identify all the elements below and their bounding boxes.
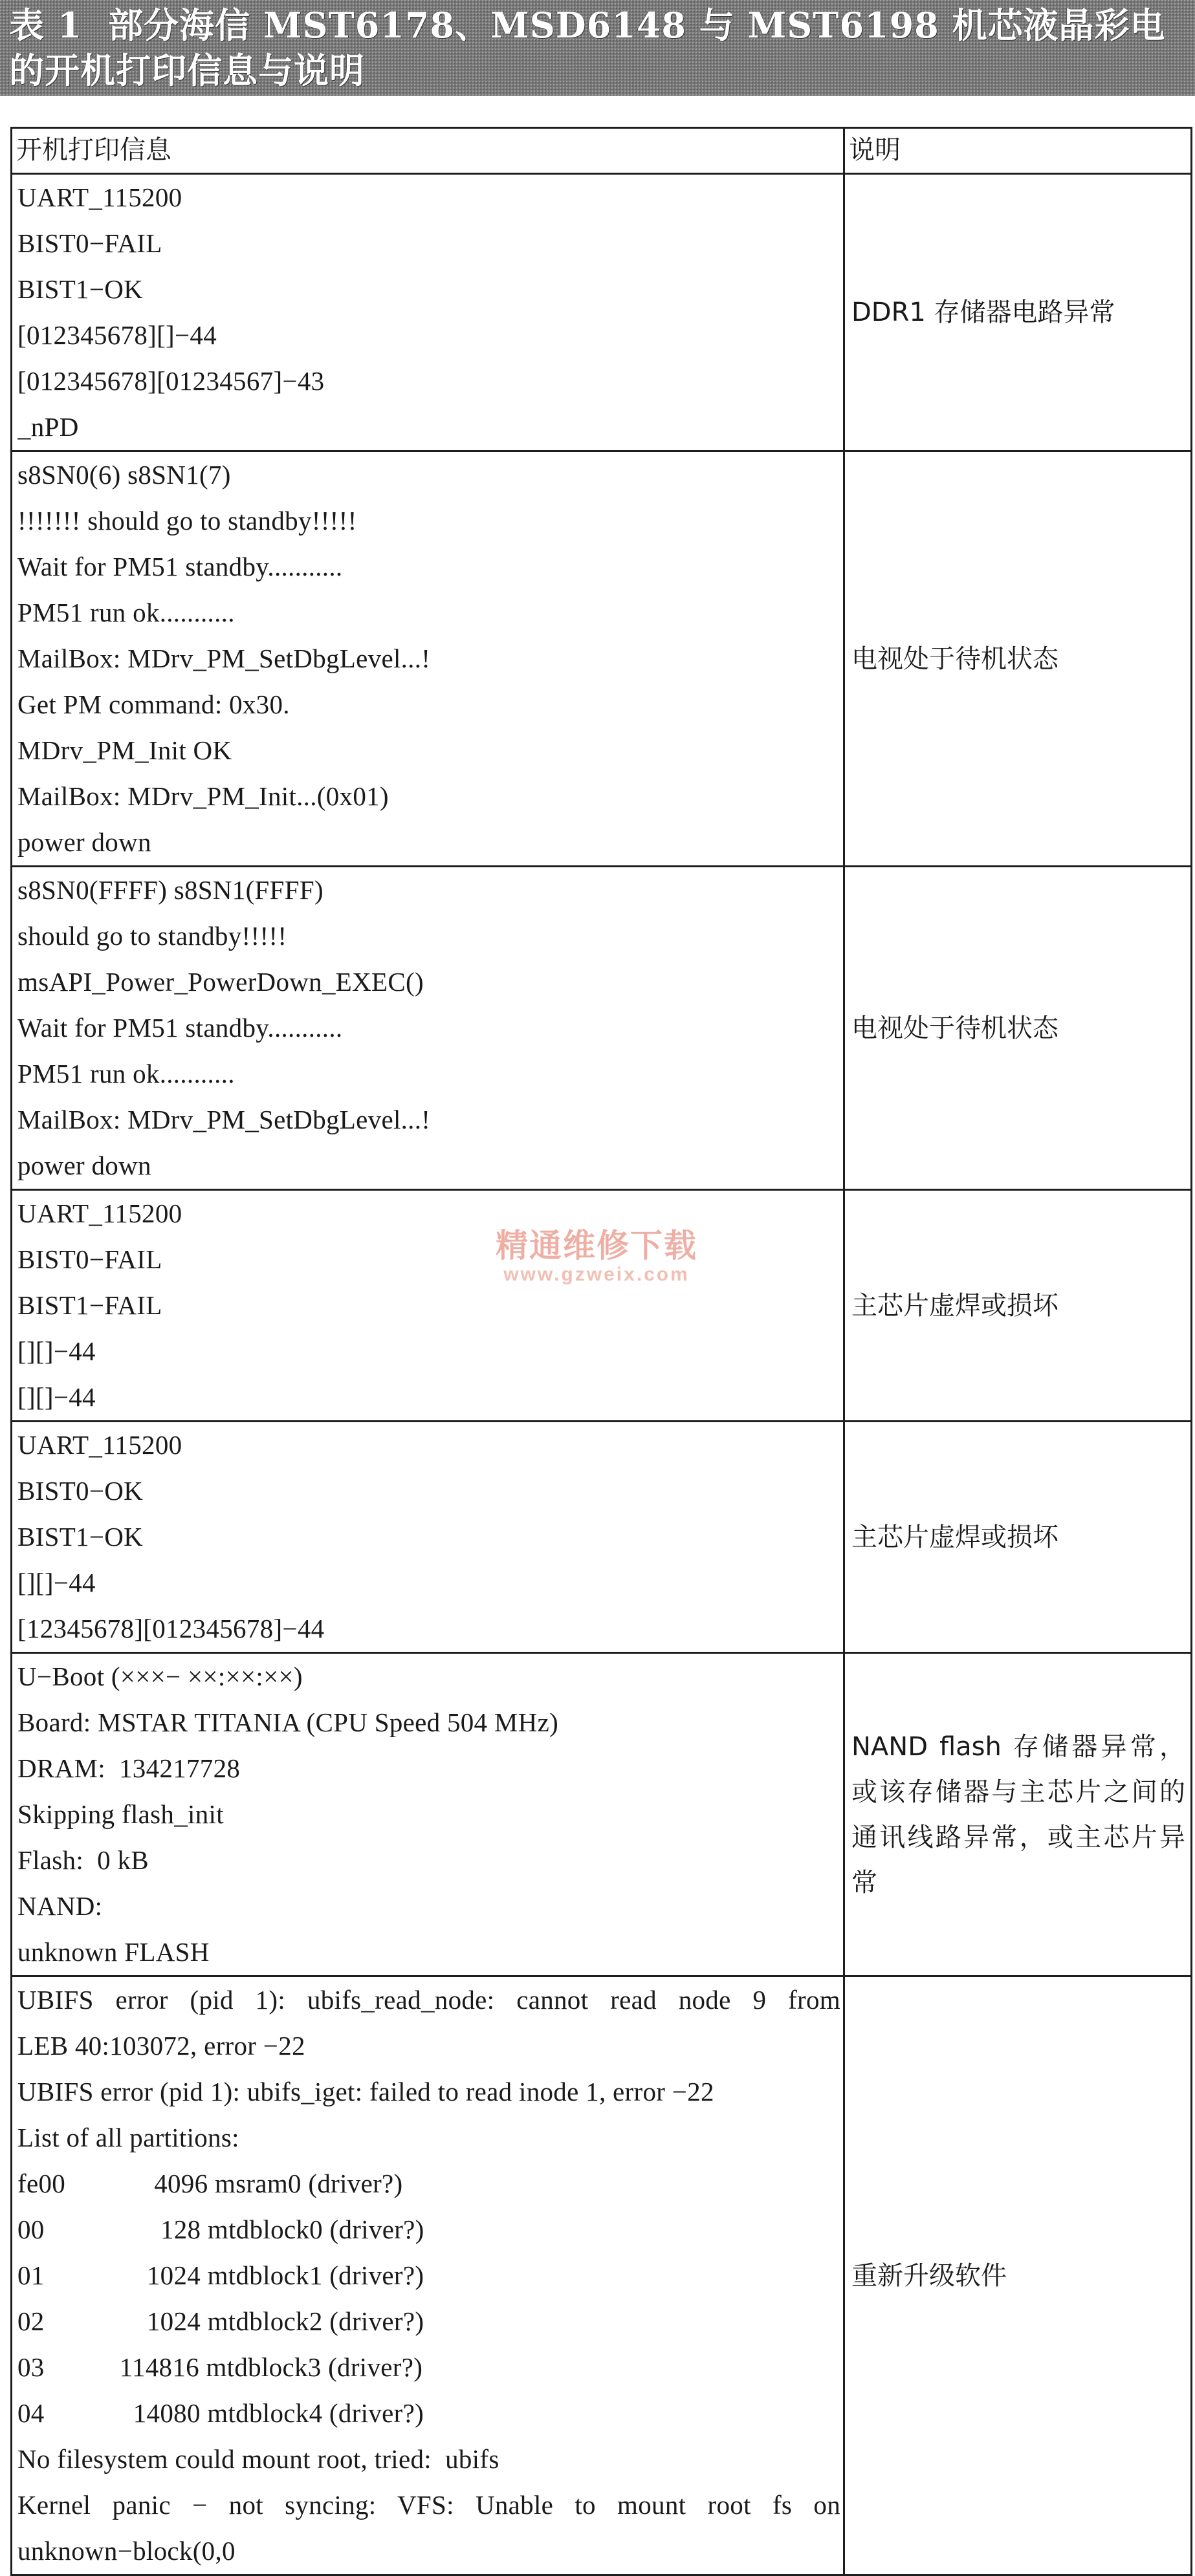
log-line: NAND: [17, 1891, 103, 1921]
boot-log-cell [12, 1976, 844, 2575]
log-line: 01 1024 mtdblock1 (driver?) [17, 2260, 424, 2290]
log-line: [][]−44 [17, 1382, 96, 1412]
log-line: LEB 40:103072, error −22 [17, 2031, 305, 2061]
log-line: UBIFS error (pid 1): ubifs_read_node: cannot read node 9 from [17, 1985, 840, 2015]
table-row [12, 1422, 1192, 1653]
log-line: BIST0−FAIL [17, 1244, 162, 1274]
description-cell: 主芯片虚焊或损坏 [844, 1422, 1192, 1653]
log-line: power down [17, 827, 151, 857]
log-line: s8SN0(6) s8SN1(7) [17, 460, 231, 490]
log-line: unknown−block(0,0 [17, 2536, 236, 2566]
log-line: BIST0−OK [17, 1476, 144, 1506]
log-line: Wait for PM51 standby........... [17, 552, 343, 581]
log-line: PM51 run ok........... [17, 598, 235, 627]
table-title: 表 1 部分海信 MST6178、MSD6148 与 MST6198 机芯液晶彩电的开机打印信息与说明 [9, 5, 1166, 91]
log-line: msAPI_Power_PowerDown_EXEC() [17, 967, 424, 997]
description-cell: NAND flash 存储器异常，或该存储器与主芯片之间的通讯线路异常，或主芯片异常 [844, 1653, 1192, 1976]
log-line: should go to standby!!!!! [17, 921, 287, 951]
description-cell: 主芯片虚焊或损坏 [844, 1190, 1192, 1422]
log-line: power down [17, 1151, 151, 1180]
log-line: [012345678][]−44 [17, 320, 217, 350]
boot-log-cell [12, 174, 844, 451]
log-line: [12345678][012345678]−44 [17, 1614, 325, 1643]
description-cell: DDR1 存储器电路异常 [844, 174, 1192, 451]
log-line: Skipping flash_init [17, 1799, 224, 1829]
table-header-row [12, 128, 1192, 174]
log-line: 02 1024 mtdblock2 (driver?) [17, 2306, 424, 2336]
log-line: UBIFS error (pid 1): ubifs_iget: failed to read inode 1, error −22 [17, 2077, 714, 2106]
boot-log-cell [12, 451, 844, 867]
table-row [12, 174, 1192, 451]
description-cell: 重新升级软件 [844, 1976, 1192, 2575]
log-line: 03 114816 mtdblock3 (driver?) [17, 2352, 423, 2382]
header-boot-info: 开机打印信息 [12, 128, 844, 174]
log-line: BIST1−OK [17, 274, 144, 304]
log-line: MailBox: MDrv_PM_SetDbgLevel...! [17, 644, 431, 673]
table-title-banner [0, 0, 1195, 96]
table-row [12, 1653, 1192, 1976]
log-line: U−Boot (×××− ××:××:××) [17, 1661, 303, 1691]
log-line: 00 128 mtdblock0 (driver?) [17, 2214, 424, 2244]
boot-log-cell [12, 1190, 844, 1422]
log-line: List of all partitions: [17, 2123, 239, 2152]
log-line: UART_115200 [17, 1198, 182, 1228]
table-row [12, 1976, 1192, 2575]
log-line: Flash: 0 kB [17, 1845, 149, 1875]
header-description: 说明 [844, 128, 1192, 174]
log-line: MailBox: MDrv_PM_SetDbgLevel...! [17, 1105, 431, 1134]
log-line: [][]−44 [17, 1336, 96, 1366]
log-line: UART_115200 [17, 1430, 182, 1460]
log-line: UART_115200 [17, 182, 182, 212]
log-line: DRAM: 134217728 [17, 1753, 241, 1783]
log-line: [012345678][01234567]−43 [17, 366, 325, 396]
log-line: PM51 run ok........... [17, 1059, 235, 1088]
log-line: Get PM command: 0x30. [17, 689, 290, 719]
log-line: MDrv_PM_Init OK [17, 735, 232, 765]
table-row [12, 451, 1192, 867]
log-line: BIST1−FAIL [17, 1290, 162, 1320]
log-line: fe00 4096 msram0 (driver?) [17, 2169, 403, 2198]
log-line: 04 14080 mtdblock4 (driver?) [17, 2398, 424, 2428]
log-line: s8SN0(FFFF) s8SN1(FFFF) [17, 875, 323, 905]
boot-log-table-container [10, 127, 1190, 2576]
boot-log-cell [12, 867, 844, 1190]
boot-log-table [10, 127, 1192, 2576]
log-line: BIST1−OK [17, 1522, 144, 1552]
description-cell: 电视处于待机状态 [844, 451, 1192, 867]
watermark-text: 精通维修下载 [496, 1227, 697, 1264]
description-cell: 电视处于待机状态 [844, 867, 1192, 1190]
watermark-url: www.gzweix.com [503, 1264, 690, 1285]
log-line: [][]−44 [17, 1568, 96, 1597]
log-line: Board: MSTAR TITANIA (CPU Speed 504 MHz) [17, 1707, 559, 1737]
boot-log-cell [12, 1422, 844, 1653]
table-row [12, 1190, 1192, 1422]
table-row [12, 867, 1192, 1190]
log-line: _nPD [17, 412, 79, 442]
log-line: unknown FLASH [17, 1937, 210, 1967]
log-line: No filesystem could mount root, tried: ubifs [17, 2444, 499, 2474]
boot-log-cell [12, 1653, 844, 1976]
log-line: Kernel panic − not syncing: VFS: Unable to mount root fs on [17, 2490, 840, 2520]
log-line: !!!!!!! should go to standby!!!!! [17, 506, 357, 536]
log-line: MailBox: MDrv_PM_Init...(0x01) [17, 781, 389, 811]
log-line: Wait for PM51 standby........... [17, 1013, 343, 1043]
log-line: BIST0−FAIL [17, 228, 162, 258]
